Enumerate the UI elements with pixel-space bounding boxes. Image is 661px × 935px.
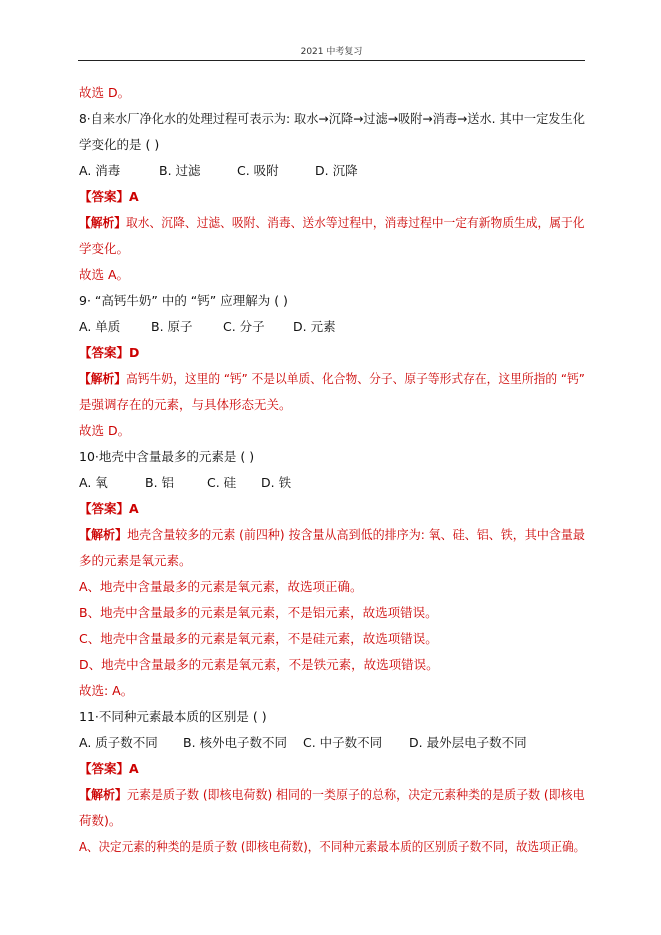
answer-value: D xyxy=(129,345,140,360)
answer-tag: 【答案】 xyxy=(79,345,130,360)
q10-options xyxy=(79,474,291,492)
q9-option-d: D. 元素 xyxy=(293,319,336,334)
q8-stem-line1: 8·自来水厂净化水的处理过程可表示为: 取水→沉降→过滤→吸附→消毒→送水. 其中一定发生化 xyxy=(79,111,585,126)
q11-option-a: A. 质子数不同 xyxy=(79,735,158,750)
q8-conclusion: 故选 A。 xyxy=(79,267,130,282)
q10-option-d-explanation: D、地壳中含量最多的元素是氧元素，不是铁元素，故选项错误。 xyxy=(79,657,439,672)
q11-stem: 11·不同种元素最本质的区别是 ( ) xyxy=(79,709,267,724)
q10-answer xyxy=(79,500,139,518)
page-header: 2021 中考复习 xyxy=(300,47,363,57)
answer-value: A xyxy=(129,501,139,516)
analysis-text: 取水、沉降、过滤、吸附、消毒、送水等过程中，消毒过程中一定有新物质生成，属于化 xyxy=(126,215,585,230)
q11-answer xyxy=(79,760,139,778)
q10-option-a-explanation: A、地壳中含量最多的元素是氧元素，故选项正确。 xyxy=(79,579,363,594)
q9-option-c: C. 分子 xyxy=(223,319,265,334)
q9-options xyxy=(79,318,336,336)
q10-option-c: C. 硅 xyxy=(207,475,237,490)
q11-analysis-line1 xyxy=(79,786,585,804)
q8-option-b: B. 过滤 xyxy=(159,163,201,178)
q9-conclusion: 故选 D。 xyxy=(79,423,131,438)
q10-option-d: D. 铁 xyxy=(261,475,292,490)
q8-options xyxy=(79,162,358,180)
q9-analysis-line1 xyxy=(79,370,585,388)
q10-conclusion: 故选: A。 xyxy=(79,683,134,698)
q9-option-b: B. 原子 xyxy=(151,319,193,334)
q9-stem: 9· “高钙牛奶” 中的 “钙” 应理解为 ( ) xyxy=(79,293,288,308)
answer-value: A xyxy=(129,189,139,204)
q7-conclusion: 故选 D。 xyxy=(79,85,131,100)
q11-option-b: B. 核外电子数不同 xyxy=(183,735,288,750)
q8-stem-line2: 学变化的是 ( ) xyxy=(79,137,160,152)
q11-options xyxy=(79,734,527,752)
q8-analysis-line1 xyxy=(79,214,585,232)
q8-option-c: C. 吸附 xyxy=(237,163,279,178)
q11-option-d: D. 最外层电子数不同 xyxy=(409,735,527,750)
q11-option-c: C. 中子数不同 xyxy=(303,735,383,750)
analysis-tag: 【解析】 xyxy=(79,787,128,802)
q10-option-b-explanation: B、地壳中含量最多的元素是氧元素，不是铝元素，故选项错误。 xyxy=(79,605,438,620)
q10-option-c-explanation: C、地壳中含量最多的元素是氧元素，不是硅元素，故选项错误。 xyxy=(79,631,438,646)
q10-stem: 10·地壳中含量最多的元素是 ( ) xyxy=(79,449,255,464)
q8-analysis-line2: 学变化。 xyxy=(79,241,130,256)
q10-option-a: A. 氧 xyxy=(79,475,108,490)
q9-analysis-line2: 是强调存在的元素，与具体形态无关。 xyxy=(79,397,292,412)
q10-option-b: B. 铝 xyxy=(145,475,175,490)
q8-option-d: D. 沉降 xyxy=(315,163,358,178)
q9-option-a: A. 单质 xyxy=(79,319,121,334)
q10-analysis-line1 xyxy=(79,526,585,544)
q10-analysis-line2: 多的元素是氧元素。 xyxy=(79,553,192,568)
analysis-tag: 【解析】 xyxy=(79,527,128,542)
header-rule xyxy=(78,60,585,61)
answer-tag: 【答案】 xyxy=(79,189,130,204)
analysis-text: 元素是质子数 (即核电荷数) 相同的一类原子的总称，决定元素种类的是质子数 (即核电 xyxy=(127,787,585,802)
q11-option-a-explanation: A、决定元素的种类的是质子数 (即核电荷数)，不同种元素最本质的区别质子数不同，故选项正确。 xyxy=(79,839,586,854)
q8-option-a: A. 消毒 xyxy=(79,163,121,178)
analysis-tag: 【解析】 xyxy=(79,371,127,386)
analysis-tag: 【解析】 xyxy=(79,215,127,230)
analysis-text: 高钙牛奶，这里的 “钙” 不是以单质、化合物、分子、原子等形式存在，这里所指的 “钙” xyxy=(126,371,585,386)
q11-analysis-line2: 荷数)。 xyxy=(79,813,122,828)
answer-tag: 【答案】 xyxy=(79,501,130,516)
q8-answer xyxy=(79,188,139,206)
answer-tag: 【答案】 xyxy=(79,761,130,776)
answer-value: A xyxy=(129,761,139,776)
q9-answer xyxy=(79,344,139,362)
analysis-text: 地壳含量较多的元素 (前四种) 按含量从高到低的排序为: 氧、硅、铝、铁，其中含量最 xyxy=(127,527,585,542)
